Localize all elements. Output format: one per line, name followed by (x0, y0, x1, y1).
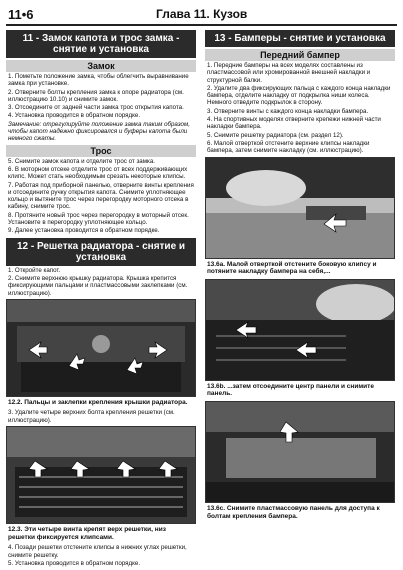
paragraph: 8. Протяните новый трос через перегородку в моторный отсек. Установите в перегородку уплотняющее кольцо. (8, 211, 189, 227)
paragraph: 2. Снимите верхнюю крышку радиатора. Крышка крепится фиксирующими пальцами и пластмассовыми заклепками (см. иллюстрацию). (8, 274, 188, 297)
photo-caption-12-3: 12.3. Эти четыре винта крепят верх решетки, низ решетки фиксируется клипсами. (8, 526, 166, 541)
paragraph: 3. Отверните винты с каждого конца накладки бампера. (207, 107, 369, 115)
page-number: 11•6 (8, 7, 34, 22)
paragraph: 6. Малой отверткой отстените верхние клипсы накладки бампера, затем снимите накладку (см. иллюстрацию). (207, 139, 370, 155)
paragraph: 3. Удалите четыре верхних болта крепления решетки (см. иллюстрацию). (8, 409, 175, 424)
photo-bumper-center (205, 279, 395, 381)
photo-bumper-side-clip (205, 157, 395, 259)
paragraph: 5. Установка проводится в обратном порядке. (8, 559, 141, 567)
note-paragraph: Замечание: отрегулируйте положение замка таким образом, чтобы капот надежно фиксировался и буферы капота были немного сжаты. (8, 120, 190, 143)
subheading-front-bumper: Передний бампер (205, 49, 395, 61)
paragraph: 2. Отверните болты крепления замка к опоре радиатора (см. иллюстрацию 10.10) и снимите замок. (8, 88, 184, 103)
chapter-title: Глава 11. Кузов (156, 7, 248, 21)
paragraph: 6. В моторном отсеке отделите трос от всех поддерживающих клипс. Может стать необходимым срезать некоторые клипсы. (8, 165, 188, 181)
photo-radiator-cover (6, 299, 196, 397)
photo-grille-bolts (6, 426, 196, 524)
photo-caption-13-6a: 13.6a. Малой отверткой отстените боковую клипсу и потяните накладку бампера на себя,... (207, 260, 377, 276)
left-column (6, 30, 196, 568)
paragraph: 3. Отсоедините от задней части замка трос открытия капота. (8, 104, 184, 112)
right-column (205, 30, 395, 523)
subheading-lock: Замок (6, 60, 196, 72)
section-13-title: 13 - Бамперы - снятие и установка (205, 30, 395, 47)
paragraph: 7. Работая под приборной панелью, отверните винты крепления и отсоедините ручку открытия капота. Снимите уплотняющее кольцо и вытяните трос через перегородку моторного отсека в кабину, снимите трос. (8, 181, 194, 211)
paragraph: 9. Далее установка проводится в обратном порядке. (8, 227, 160, 235)
paragraph: 4. Позади решетки отстените клипсы в нижних углах решетки, снимите решетку. (8, 544, 187, 559)
paragraph: 2. Удалите два фиксирующих пальца с каждого конца накладки бампера, отделите накладку от подкрылка ниши колеса. Немного отведите подкрылок в сторону. (207, 84, 391, 107)
paragraph: 5. Снимите замок капота и отделите трос от замка. (8, 157, 155, 165)
page-header (6, 6, 397, 26)
photo-caption-12-2: 12.2. Пальцы и заклепки крепления крышки радиатора. (8, 398, 188, 406)
photo-caption-13-6b: 13.6b. ...затем отсоедините центр панели и снимите панель. (207, 382, 374, 398)
subheading-cable: Трос (6, 145, 196, 157)
section-11-title: 11 - Замок капота и трос замка - снятие и установка (6, 30, 196, 58)
paragraph: 4. Установка проводится в обратном порядке. (8, 112, 141, 120)
paragraph: 1. Откройте капот. (8, 266, 61, 274)
photo-caption-13-6c: 13.6c. Снимите пластмассовую панель для доступа к болтам крепления бампера. (207, 504, 380, 520)
paragraph: 1. Передние бамперы на всех моделях составлены из пластмассовой или хромированной внешней накладки и структурной балки. (207, 62, 371, 84)
paragraph: 4. На спортивных моделях отверните крепежи нижней части накладки бампера. (207, 116, 381, 131)
paragraph: 1. Пометьте положение замка, чтобы облегчить выравнивание замка при установке. (8, 73, 189, 88)
paragraph: 5. Снимите решетку радиатора (см. раздел 12). (207, 131, 344, 139)
photo-bumper-panel (205, 401, 395, 503)
section-12-title: 12 - Решетка радиатора - снятие и установка (6, 238, 196, 266)
